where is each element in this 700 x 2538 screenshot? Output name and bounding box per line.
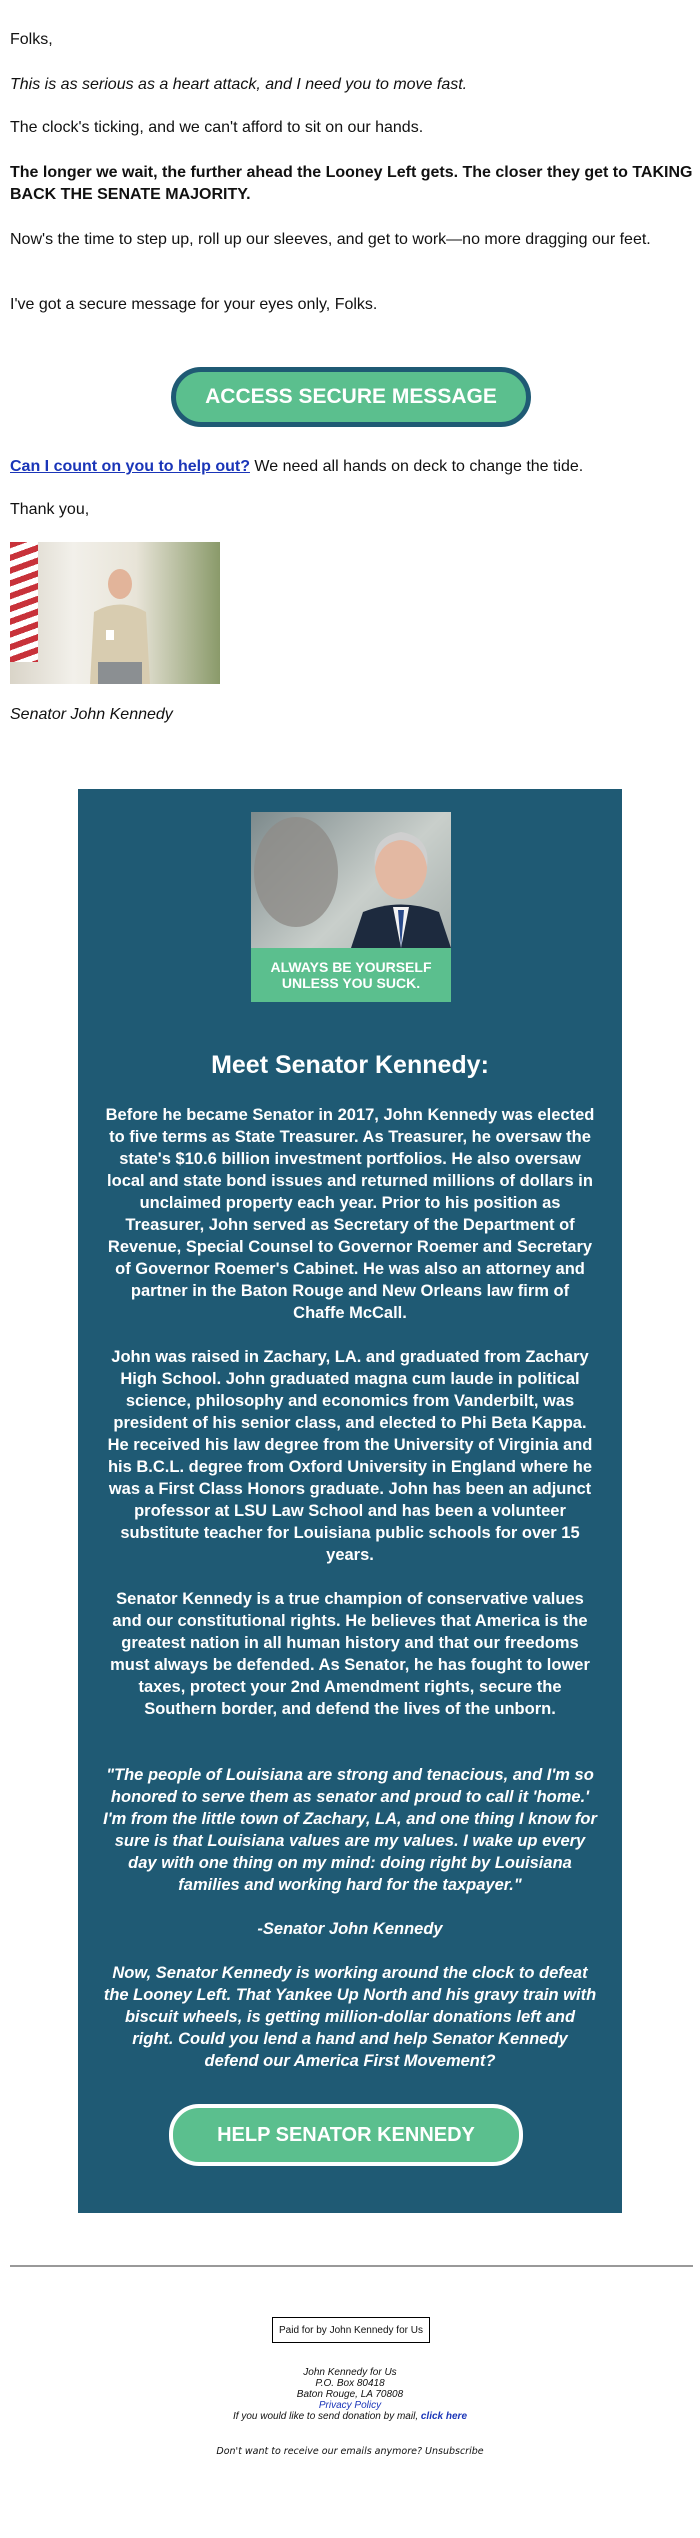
help-senator-kennedy-button[interactable]: HELP SENATOR KENNEDY	[169, 2104, 523, 2166]
unsubscribe-link[interactable]: Unsubscribe	[425, 2446, 484, 2457]
bio-appeal: Now, Senator Kennedy is working around the clock to defeat the Looney Left. That Yankee Up North and his gravy train with biscuit wheels, is getting million-dollar donations left and right. Could you lend a hand and help Senator Kennedy defend our America First Movement?	[103, 1964, 597, 2070]
access-secure-message-button[interactable]: ACCESS SECURE MESSAGE	[171, 367, 531, 427]
footer-po-box: P.O. Box 80418	[315, 2378, 385, 2389]
closing: Thank you,	[10, 501, 90, 518]
paragraph: Now's the time to step up, roll up our sleeves, and get to work—no more dragging our feet.	[10, 231, 651, 248]
help-link[interactable]: Can I count on you to help out?	[10, 458, 250, 475]
paragraph-bold: The longer we wait, the further ahead the Looney Left gets. The closer they get to TAKING BACK THE SENATE MAJORITY.	[10, 164, 693, 203]
footer-org: John Kennedy for Us	[303, 2367, 397, 2378]
unsubscribe-line	[0, 2446, 700, 2457]
mail-donation-link[interactable]: click here	[418, 2411, 468, 2422]
bio-title: Meet Senator Kennedy:	[211, 1051, 489, 1079]
paragraph: The clock's ticking, and we can't afford to sit on our hands.	[10, 119, 424, 136]
signature: Senator John Kennedy	[10, 706, 173, 723]
meme-photo-graphic	[251, 812, 451, 948]
bio-paragraph: Before he became Senator in 2017, John Kennedy was elected to five terms as State Treasurer. As Treasurer, he oversaw the state's $10.6 billion investment portfolios. He also oversaw local and state bond issues and returned millions of dollars in unclaimed property each year. Prior to his position as Treasurer, John served as Secretary of the Department of Revenue, Special Counsel to Governor Roemer and Secretary of Governor Roemer's Cabinet. He was also an attorney and partner in the Baton Rouge and New Orleans law firm of Chaffe McCall.	[105, 1106, 595, 1322]
senator-meme-image	[251, 812, 451, 1002]
divider	[10, 2265, 693, 2267]
mail-donation-text: If you would like to send donation by mail,	[232, 2411, 419, 2422]
paid-for-disclaimer: Paid for by John Kennedy for Us	[272, 2317, 430, 2343]
person-graphic	[80, 562, 160, 684]
greeting: Folks,	[10, 31, 53, 48]
paragraph: This is as serious as a heart attack, and I need you to move fast.	[10, 76, 468, 93]
unsubscribe-text: Don't want to receive our emails anymore?	[216, 2446, 426, 2457]
paragraph: I've got a secure message for your eyes only, Folks.	[10, 296, 378, 313]
senator-photo	[10, 542, 220, 684]
bio-quote: "The people of Louisiana are strong and tenacious, and I'm so honored to serve them as senator and proud to call it 'home.' I'm from the little town of Zachary, LA, and one thing I know for sure is that Louisiana values are my values. I wake up every day with one thing on my mind: doing right by Louisiana families and working hard for the taxpayer."	[103, 1766, 597, 1894]
flag-graphic	[10, 542, 38, 662]
footer-city: Baton Rouge, LA 70808	[296, 2389, 404, 2400]
bio-panel	[78, 789, 622, 2213]
help-text: We need all hands on deck to change the tide.	[249, 458, 584, 475]
bio-paragraph: John was raised in Zachary, LA. and graduated from Zachary High School. John graduated magna cum laude in political science, philosophy and economics from Vanderbilt, was president of his senior class, and elected to Phi Beta Kappa. He received his law degree from the University of Virginia and his B.C.L. degree from Oxford University in England where he was a First Class Honors graduate. John has been an adjunct professor at LSU Law School and has been a volunteer substitute teacher for Louisiana public schools for over 15 years.	[107, 1348, 593, 1564]
privacy-policy-link[interactable]: Privacy Policy	[318, 2400, 382, 2411]
quote-attribution: -Senator John Kennedy	[257, 1920, 443, 1938]
mail-donation-line	[0, 2411, 700, 2422]
bio-paragraph: Senator Kennedy is a true champion of conservative values and our constitutional rights. He believes that America is the greatest nation in all human history and that our freedoms must always be defended. As Senator, he has fought to lower taxes, protect your 2nd Amendment rights, secure the Southern border, and defend the lives of the unborn.	[110, 1590, 590, 1718]
meme-caption: ALWAYS BE YOURSELF UNLESS YOU SUCK.	[251, 948, 451, 1002]
help-paragraph	[10, 456, 695, 478]
